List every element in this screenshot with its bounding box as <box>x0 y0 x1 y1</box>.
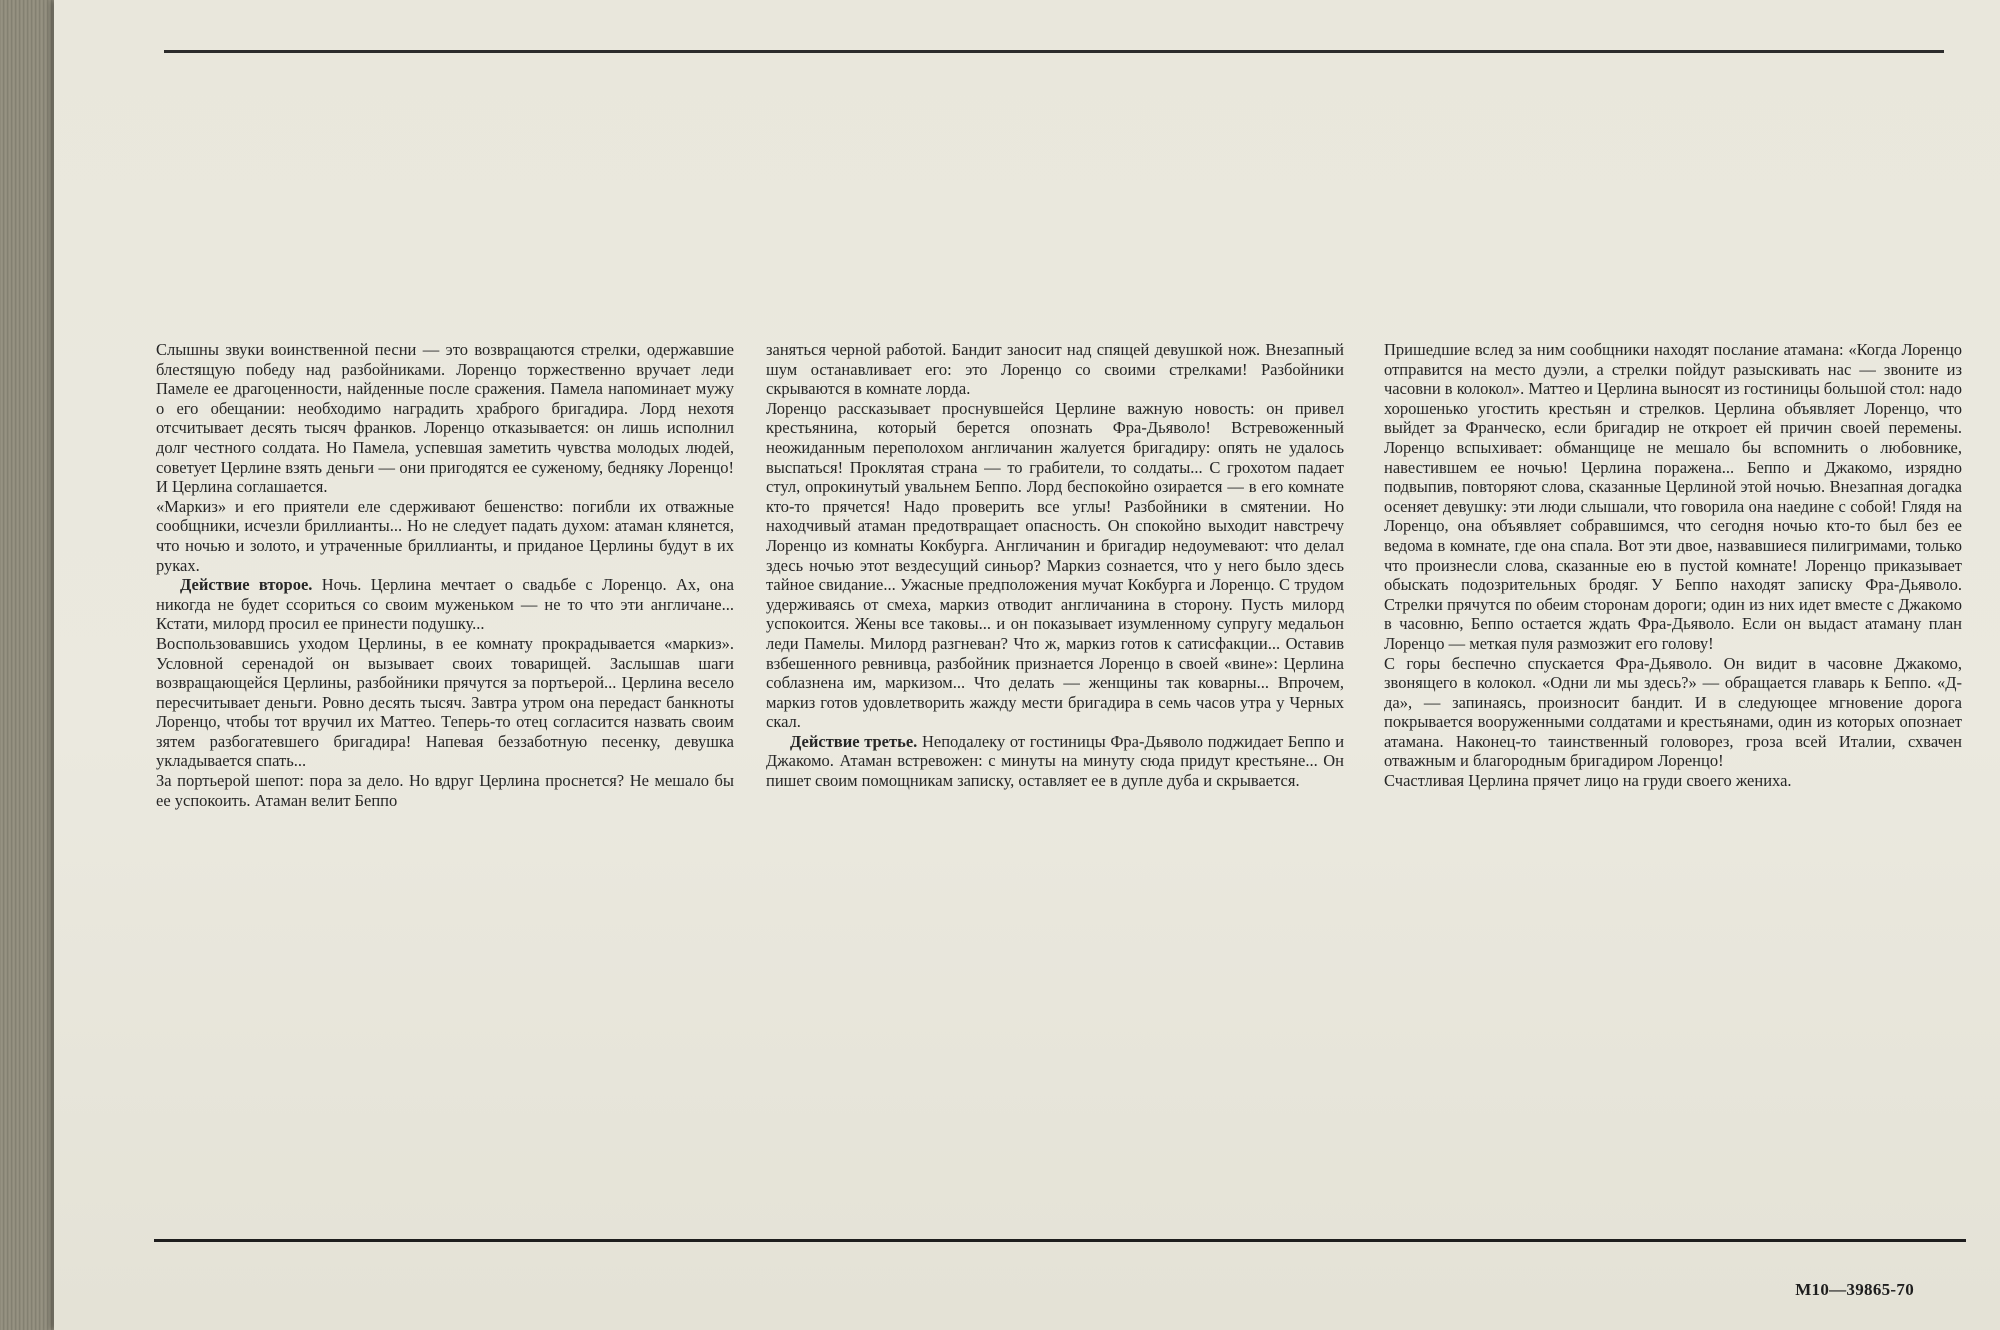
act-heading: Действие второе. <box>180 575 313 595</box>
bottom-rule <box>154 1239 1966 1242</box>
paragraph: Лоренцо рассказывает проснувшейся Церлине важную новость: он привел крестьянина, который берется опознать Фра-Дьяволо! Встревоженный неожиданным переполохом англичанин жалуется бригадиру: опять не удалось выспаться! Проклятая страна — то грабители, то солдаты... С грохотом падает стул, опрокинутый увальнем Беппо. Лорд беспокойно озирается — в его комнате кто-то прячется! Надо проверить все углы! Разбойники в смятении. Но находчивый атаман предотвращает опасность. Он спокойно выходит навстречу Лоренцо из комнаты Кокбурга. Англичанин и бригадир недоумевают: что делал здесь ночью этот вездесущий синьор? Маркиз сознается, что у него было здесь тайное свидание... Ужасные предположения мучат Кокбурга и Лоренцо. С трудом удерживаясь от смеха, маркиз отводит англичанина в сторону. Пусть милорд успокоится. Жены все таковы... и он показывает изумленному супругу медальон леди Памелы. Милорд разгневан? Что ж, маркиз готов к сатисфакции... Оставив взбешенного ревнивца, разбойник признается Лоренцо в своей «вине»: Церлина соблазнена им, маркизом... Что делать — женщины так коварны... Впрочем, маркиз готов удовлетворить жажду мести бригадира в семь часов утра у Черных скал. <box>766 398 1344 732</box>
sleeve-binding-edge <box>0 0 54 1330</box>
paragraph: Воспользовавшись уходом Церлины, в ее комнату прокрадывается «маркиз». Условной серенадой он вызывает своих товарищей. Заслышав шаги возвращающейся Церлины, разбойники прячутся за портьерой... Церлина весело пересчитывает деньги. Ровно десять тысяч. Завтра утром она передаст банкноты Лоренцо, чтобы тот вручил их Маттео. Теперь-то отец согласится назвать своим зятем разбогатевшего бригадира! Напевая беззаботную песенку, девушка укладывается спать... <box>156 633 734 771</box>
paragraph-act-two <box>156 575 734 634</box>
catalog-number: М10—39865-70 <box>1795 1280 1914 1299</box>
text-column-1 <box>156 340 734 810</box>
top-rule <box>164 50 1944 53</box>
paragraph-text: Неподалеку от гостиницы Фра-Дьяволо поджидает Беппо и Джакомо. Атаман встревожен: с минуты на минуту сюда придут крестьяне... Он пишет своим помощникам записку, оставляет ее в дупле дуба и скрывается. <box>766 731 1345 791</box>
paragraph: Слышны звуки воинственной песни — это возвращаются стрелки, одержавшие блестящую победу над разбойниками. Лоренцо торжественно вручает леди Памеле ее драгоценности, найденные после сражения. Памела напоминает мужу о его обещании: необходимо наградить храброго бригадира. Лорд нехотя отсчитывает десять тысяч франков. Лоренцо отказывается: он лишь исполнил долг честного солдата. Но Памела, успевшая заметить чувства молодых людей, советует Церлине взять деньги — они пригодятся ее суженому, бедняку Лоренцо! И Церлина соглашается. <box>156 340 734 497</box>
paragraph: Счастливая Церлина прячет лицо на груди своего жениха. <box>1384 771 1792 791</box>
paragraph-act-three <box>766 732 1344 791</box>
paragraph: С горы беспечно спускается Фра-Дьяволо. Он видит в часовне Джакомо, звонящего в колокол. «Одни ли мы здесь?» — обращается главарь к Беппо. «Д-да», — запинаясь, произносит бандит. И в следующее мгновение дорога покрывается вооруженными солдатами и крестьянами, один из которых опознает атамана. Наконец-то таинственный головорез, гроза всей Италии, схвачен отважным и благородным бригадиром Лоренцо! <box>1384 653 1962 771</box>
text-column-3 <box>1384 340 1962 791</box>
act-heading: Действие третье. <box>790 731 918 751</box>
paragraph: «Маркиз» и его приятели еле сдерживают бешенство: погибли их отважные сообщники, исчезли бриллианты... Но не следует падать духом: атаман клянется, что ночью и золото, и утраченные бриллианты, и приданое Церлины будут в их руках. <box>156 496 734 575</box>
record-sleeve-page <box>54 0 2000 1330</box>
paragraph: заняться черной работой. Бандит заносит над спящей девушкой нож. Внезапный шум останавливает его: это Лоренцо со своими стрелками! Разбойники скрываются в комнате лорда. <box>766 340 1344 399</box>
text-column-2 <box>766 340 1344 791</box>
paragraph-text: Ночь. Церлина мечтает о свадьбе с Лоренцо. Ах, она никогда не будет ссориться со своим муженьком — не то что эти англичане... Кстати, милорд просил ее принести подушку... <box>156 575 734 634</box>
paragraph: Пришедшие вслед за ним сообщники находят послание атамана: «Когда Лоренцо отправится на место дуэли, а стрелки пойдут разыскивать нас — звоните из часовни в колокол». Маттео и Церлина выносят из гостиницы большой стол: надо хорошенько угостить крестьян и стрелков. Церлина объявляет Лоренцо, что выйдет за Франческо, если бригадир не откроет ей причин своей перемены. Лоренцо вспыхивает: обманщице не мешало бы вспомнить о любовнике, навестившем ее ночью! Церлина поражена... Беппо и Джакомо, изрядно подвыпив, повторяют слова, сказанные Церлиной этой ночью. Внезапная догадка осеняет девушку: эти люди слышали, что говорила она наедине с собой! Глядя на Лоренцо, она объявляет собравшимся, что сегодня ночью кто-то был без ее ведома в комнате, где она спала. Вот эти двое, назвавшиеся пилигримами, только что произнесли слова, сказанные ею в пустой комнате! Лоренцо приказывает обыскать подозрительных бродяг. У Беппо находят записку Фра-Дьяволо. Стрелки прячутся по обеим сторонам дороги; один из них идет вместе с Джакомо в часовню, Беппо остается ждать Фра-Дьяволо. Если он выдаст атаману план Лоренцо — меткая пуля размозжит его голову! <box>1384 340 1962 653</box>
paragraph: За портьерой шепот: пора за дело. Но вдруг Церлина проснется? Не мешало бы ее успокоить. Атаман велит Беппо <box>156 771 734 810</box>
